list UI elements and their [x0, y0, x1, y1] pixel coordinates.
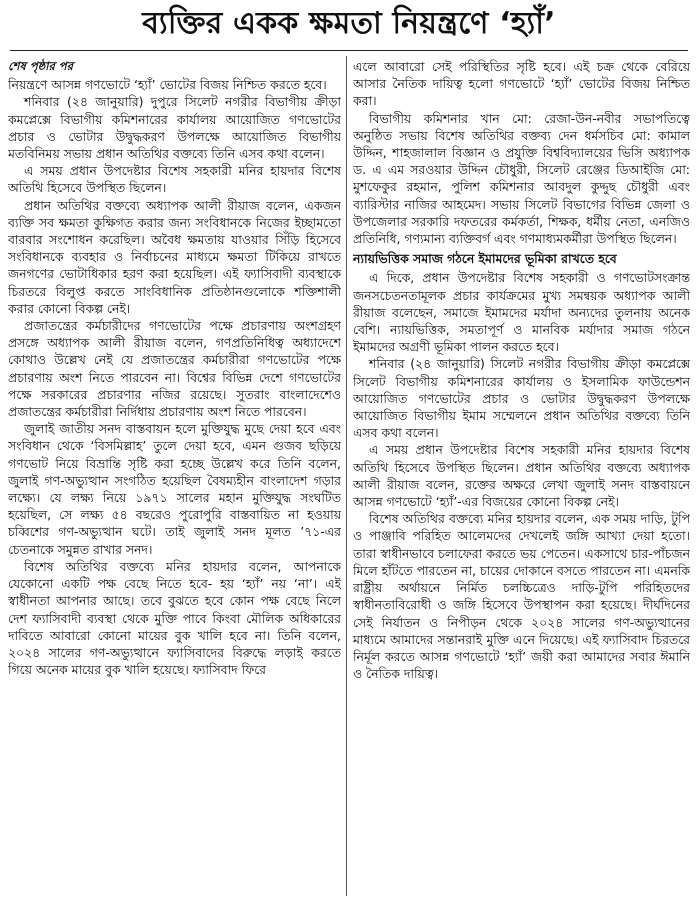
paragraph: বিশেষ অতিথির বক্তব্যে মনির হায়দার বলেন, এক সময় দাড়ি, টুপি ও পাঞ্জাবি পরিহিত আলেমদের দেখলেই জঙ্গি আখ্যা দেয়া হতো। তারা স্বাধীনভাবে চলাফেরা করতে ভয় পেতেন। একসাথে চার-পাঁচজন মিলে হাঁটতে পারতেন না, চায়ের দোকানে বসতে পারতেন না। এমনকি রাষ্ট্রীয় অর্থায়নে নির্মিত চলচ্চিত্রেও দাড়ি-টুপি পরিহিতদের স্বাধীনতাবিরোধী ও জঙ্গি হিসেবে উপস্থাপন করা হয়েছে। দীর্ঘদিনের সেই নির্যাতন ও নিপীড়ন থেকে ২০২৪ সালের গণ-অভ্যুত্থানের মাধ্যমে আমাদের সন্তানরাই মুক্তি এনে দিয়েছে। এই ফ্যাসিবাদ চিরতরে নির্মূল করতে আসন্ন গণভোটে ‘হ্যাঁ’ জয়ী করা আমাদের সবার ঈমানি ও নৈতিক দায়িত্ব।	[353, 511, 690, 682]
paragraph: শনিবার (২৪ জানুয়ারি) দুপুরে সিলেট নগরীর বিভাগীয় ক্রীড়া কমপ্লেক্সে বিভাগীয় কমিশনারের কার্যালয় আয়োজিত গণভোটের প্রচার ও ভোটার উদ্বুদ্ধকরণ উপলক্ষে আয়োজিত বিভাগীয় মতবিনিময় সভায় প্রধান অতিথির বক্তব্যে তিনি এসব কথা বলেন।	[8, 94, 341, 162]
paragraph: প্রধান অতিথির বক্তব্যে অধ্যাপক আলী রীয়াজ বলেন, একজন ব্যক্তি সব ক্ষমতা কুক্ষিগত করার জন্য সংবিধানকে নিজের ইচ্ছামতো বারবার সংশোধন করেছিল। অবৈধ ক্ষমতায় যাওয়ার সিঁড়ি হিসেবে সংবিধানকে ব্যবহার ও নির্বাচনের মাধ্যমে ক্ষমতা টিকিয়ে রাখতে জনগণের ভোটাধিকার হরণ করা হয়েছিল। এই ফ্যাসিবাদী ব্যবস্থাকে চিরতরে বিলুপ্ত করতে সাংবিধানিক প্রতিষ্ঠানগুলোকে শক্তিশালী করার কোনো বিকল্প নেই।	[8, 197, 341, 316]
paragraph: শনিবার (২৪ জানুয়ারি) সিলেট নগরীর বিভাগীয় ক্রীড়া কমপ্লেক্সে সিলেট বিভাগীয় কমিশনারের কার্যালয় ও ইসলামিক ফাউন্ডেশন আয়োজিত গণভোটের প্রচার ও ভোটার উদ্বুদ্ধকরণ উপলক্ষে আয়োজিত বিভাগীয় ইমাম সম্মেলনে প্রধান অতিথির বক্তব্যে তিনি এসব কথা বলেন।	[353, 356, 690, 441]
paragraph: বিভাগীয় কমিশনার খান মো: রেজা-উন-নবীর সভাপতিত্বে অনুষ্ঠিত সভায় বিশেষ অতিথির বক্তব্য দেন ধর্মসচিব মো: কামাল উদ্দিন, শাহজালাল বিজ্ঞান ও প্রযুক্তি বিশ্ববিদ্যালয়ের ভিসি অধ্যাপক ড. এ এম সরওয়ার উদ্দিন চৌধুরী, সিলেট রেঞ্জের ডিআইজি মো: মুশফেকুর রহমান, পুলিশ কমিশনার আবদুল কুদ্দুছ চৌধুরী এবং ব্যারিস্টার নাজির আহমেদ। সভায় সিলেট বিভাগের বিভিন্ন জেলা ও উপজেলার সরকারি দফতরের কর্মকর্তা, শিক্ষক, ধর্মীয় নেতা, এনজিও প্রতিনিধি, গণ্যমান্য ব্যক্তিবর্গ এবং গণমাধ্যমকর্মীরা উপস্থিত ছিলেন।	[353, 110, 690, 247]
headline: ব্যক্তির একক ক্ষমতা নিয়ন্ত্রণে ‘হ্যাঁ’	[142, 6, 556, 41]
paragraph: বিশেষ অতিথির বক্তব্যে মনির হায়দার বলেন, আপনাকে যেকোনো একটি পক্ষ বেছে নিতে হবে- হয় ‘হ্যাঁ’ নয় ‘না’। এই স্বাধীনতা আপনার আছে। তবে বুঝতে হবে কোন পক্ষ বেছে নিলে দেশ ফ্যাসিবাদী ব্যবস্থা থেকে মুক্তি পাবে কিংবা মৌলিক অধিকারের দাবিতে আবারো কোনো মায়ের বুক খালি হবে না। তিনি বলেন, ২০২৪ সালের গণ-অভ্যুত্থানে ফ্যাসিবাদের বিরুদ্ধে লড়াই করতে গিয়ে অনেক মায়ের বুক খালি হয়েছে। ফ্যাসিবাদ ফিরে	[8, 558, 341, 678]
right-column	[353, 58, 690, 900]
continued-kicker: শেষ পৃষ্ঠার পর	[8, 59, 73, 73]
paragraph: এ দিকে, প্রধান উপদেষ্টার বিশেষ সহকারী ও গণভোটসংক্রান্ত জনসচেতনতামূলক প্রচার কার্যক্রমের মুখ্য সমন্বয়ক অধ্যাপক আলী রীয়াজ বলেছেন, সমাজে ইমামদের মর্যাদা অন্যদের তুলনায় অনেক বেশি। ন্যায়ভিত্তিক, সমতাপূর্ণ ও মানবিক মর্যাদার সমাজ গঠনে ইমামদের অগ্রণী ভূমিকা পালন করতে হবে।	[353, 270, 690, 355]
paragraph: নিয়ন্ত্রণে আসন্ন গণভোটে ‘হ্যাঁ’ ভোটের বিজয় নিশ্চিত করতে হবে।	[8, 77, 327, 93]
left-column	[8, 58, 341, 900]
paragraph: এলে আবারো সেই পরিস্থিতির সৃষ্টি হবে। এই চক্র থেকে বেরিয়ে আসার নৈতিক দায়িত্ব হলো গণভোটে ‘হ্যাঁ’ ভোটের বিজয় নিশ্চিত করা।	[353, 59, 690, 109]
paragraph: জুলাই জাতীয় সনদ বাস্তবায়ন হলে মুক্তিযুদ্ধ মুছে দেয়া হবে এবং সংবিধান থেকে ‘বিসমিল্লাহ’ তুলে দেয়া হবে, এমন গুজব ছড়িয়ে গণভোট নিয়ে বিভ্রান্তি সৃষ্টি করা হচ্ছে উল্লেখ করে তিনি বলেন, জুলাই গণ-অভ্যুত্থান সংগঠিত হয়েছিল বৈষম্যহীন বাংলাদেশ গড়ার লক্ষ্যে। যে লক্ষ্য নিয়ে ১৯৭১ সালের মহান মুক্তিযুদ্ধ সংঘটিত হয়েছিল, সে লক্ষ্য ৫৪ বছরেও পুরোপুরি বাস্তবায়িত না হওয়ায় চব্বিশের গণ-অভ্যুত্থান ঘটে। তাই জুলাই সনদ মূলত ’৭১-এর চেতনাকে সমুন্নত রাখার সনদ।	[8, 421, 341, 557]
subheading: ন্যায়ভিত্তিক সমাজ গঠনে ইমামদের ভূমিকা রাখতে হবে	[353, 251, 617, 267]
paragraph: এ সময় প্রধান উপদেষ্টার বিশেষ সহকারী মনির হায়দার বিশেষ অতিথি হিসেবে উপস্থিত ছিলেন। প্রধান অতিথির বক্তব্যে অধ্যাপক আলী রীয়াজ বলেন, রক্তের অক্ষরে লেখা জুলাই সনদ বাস্তবায়নে আসন্ন গণভোটে ‘হ্যাঁ’-এর বিজয়ের কোনো বিকল্প নেই।	[353, 442, 690, 510]
headline-rule	[10, 50, 688, 51]
paragraph: এ সময় প্রধান উপদেষ্টার বিশেষ সহকারী মনির হায়দার বিশেষ অতিথি হিসেবে উপস্থিত ছিলেন।	[8, 163, 341, 196]
column-divider	[346, 56, 347, 896]
paragraph: প্রজাতন্ত্রের কর্মচারীদের গণভোটের পক্ষে প্রচারণায় অংশগ্রহণ প্রসঙ্গে অধ্যাপক আলী রীয়াজ বলেন, গণপ্রতিনিধিত্ব অধ্যাদেশে কোথাও উল্লেখ নেই যে প্রজাতন্ত্রের কর্মচারীরা গণভোটের পক্ষে প্রচারণায় অংশ নিতে পারবেন না। বিশ্বের বিভিন্ন দেশে গণভোটের পক্ষে সরকারের প্রচারণার নজির রয়েছে। সুতরাং বাংলাদেশেও প্রজাতন্ত্রের কর্মচারীরা নির্দিধায় প্রচারণায় অংশ নিতে পারবেন।	[8, 318, 341, 420]
